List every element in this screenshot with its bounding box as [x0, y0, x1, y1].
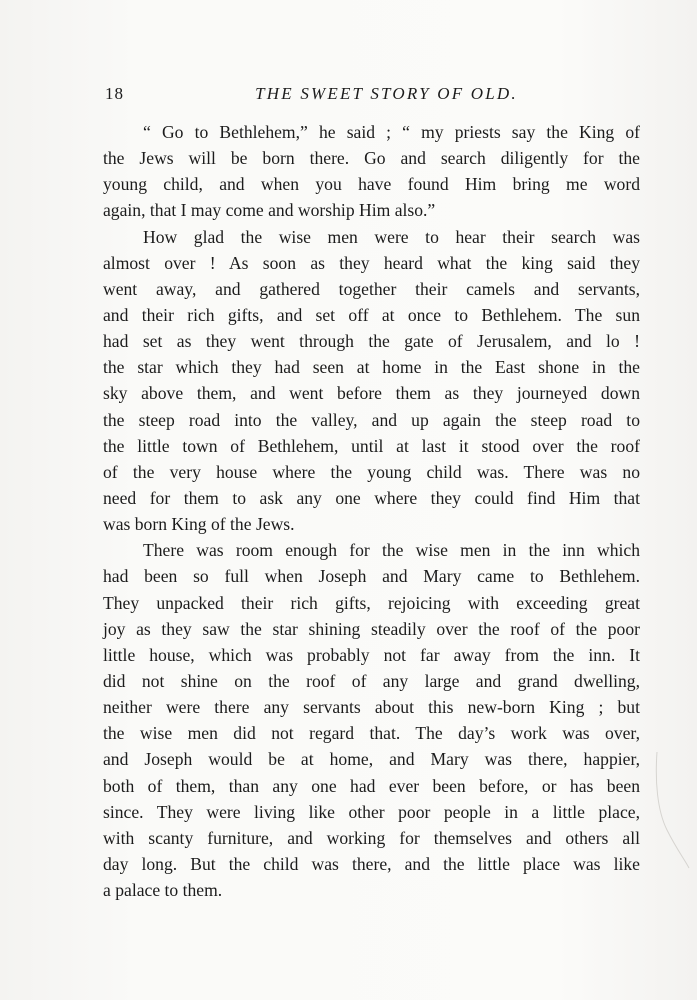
- text-line: went away, and gathered together their camels and servants,: [103, 278, 640, 299]
- text-line: the steep road into the valley, and up again the steep road to: [103, 409, 640, 430]
- text-line: did not shine on the roof of any large and grand dwelling,: [103, 670, 640, 691]
- body-text: [103, 119, 640, 903]
- text-line: the Jews will be born there. Go and search diligently for the: [103, 148, 640, 169]
- paragraph: [103, 537, 640, 903]
- text-line: of the very house where the young child was. There was no: [103, 461, 640, 482]
- text-line: young child, and when you have found Him bring me word: [103, 174, 640, 195]
- page-header: [103, 82, 640, 106]
- text-line: had set as they went through the gate of Jerusalem, and lo !: [103, 331, 640, 352]
- text-line: joy as they saw the star shining steadily over the roof of the poor: [103, 618, 640, 639]
- text-line: the wise men did not regard that. The day’s work was over,: [103, 723, 640, 744]
- page-number: 18: [105, 84, 124, 103]
- text-line: both of them, than any one had ever been before, or has been: [103, 775, 640, 796]
- text-line: little house, which was probably not far away from the inn. It: [103, 644, 640, 665]
- text-line: sky above them, and went before them as they journeyed down: [103, 383, 640, 404]
- text-line: They unpacked their rich gifts, rejoicing with exceeding great: [103, 592, 640, 613]
- text-line: How glad the wise men were to hear their search was: [143, 226, 640, 247]
- text-line: “ Go to Bethlehem,” he said ; “ my priests say the King of: [143, 122, 640, 142]
- text-line: and Joseph would be at home, and Mary was there, happier,: [103, 749, 640, 770]
- text-line: since. They were living like other poor people in a little place,: [103, 801, 640, 822]
- paragraph: [103, 224, 640, 538]
- paragraph: [103, 119, 640, 224]
- text-line: the little town of Bethlehem, until at last it stood over the roof: [103, 435, 640, 456]
- text-line: again, that I may come and worship Him also.”: [103, 200, 436, 221]
- paper-crease-mark: [655, 750, 695, 870]
- running-title: THE SWEET STORY OF OLD.: [255, 84, 518, 103]
- text-line: had been so full when Joseph and Mary came to Bethlehem.: [103, 566, 640, 587]
- text-line: need for them to ask any one where they could find Him that: [103, 487, 640, 508]
- text-line: There was room enough for the wise men in the inn which: [143, 540, 640, 561]
- text-line: with scanty furniture, and working for themselves and others all: [103, 827, 640, 848]
- text-line: a palace to them.: [103, 880, 223, 901]
- text-line: and their rich gifts, and set off at once to Bethlehem. The sun: [103, 304, 640, 325]
- text-line: almost over ! As soon as they heard what the king said they: [103, 252, 640, 273]
- text-line: was born King of the Jews.: [103, 514, 295, 535]
- text-line: day long. But the child was there, and the little place was like: [103, 853, 640, 874]
- text-line: the star which they had seen at home in the East shone in the: [103, 357, 640, 378]
- text-line: neither were there any servants about this new-born King ; but: [103, 697, 640, 718]
